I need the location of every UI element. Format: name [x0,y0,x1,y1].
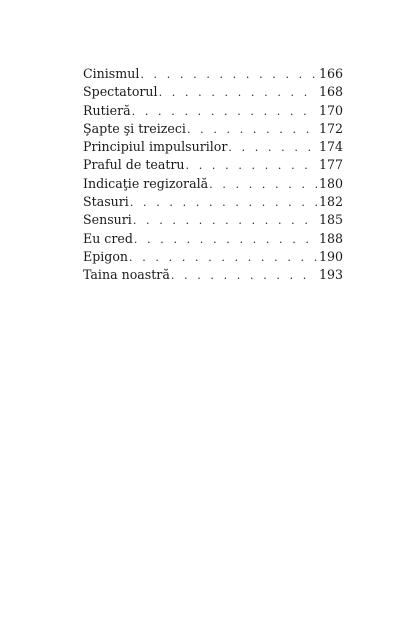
toc-dot-leader [209,178,317,191]
toc-entry-page: 168 [318,84,343,100]
toc-dot-leader [228,141,317,154]
toc-entry-title: Stasuri [83,194,129,210]
toc-entry [83,139,343,157]
toc-entry-page: 174 [318,139,343,155]
toc-entry-title: Cinismul [83,66,140,81]
toc-entry-page: 188 [318,230,343,246]
table-of-contents [83,66,343,286]
toc-entry-title: Indicaţie regizorală [83,175,209,191]
toc-entry-page: 193 [318,267,343,283]
toc-entry-page: 170 [318,102,343,118]
toc-dot-leader [140,68,317,81]
toc-entry-title: Şapte şi treizeci [83,120,186,136]
toc-entry-title: Principiul impulsurilor [83,139,228,155]
toc-dot-leader [171,269,317,282]
toc-entry [83,121,343,139]
toc-dot-leader [133,214,317,227]
toc-entry-title: Rutieră [83,102,131,118]
toc-entry-page: 190 [318,248,343,264]
toc-entry [83,103,343,121]
toc-entry-page: 182 [318,194,343,210]
toc-dot-leader [186,159,317,172]
toc-entry [83,194,343,212]
toc-entry [83,84,343,102]
toc-entry [83,267,343,285]
toc-entry-page: 177 [318,157,343,173]
toc-entry-title: Epigon [83,248,129,264]
toc-dot-leader [129,251,317,264]
toc-entry-page: 166 [318,66,343,81]
toc-entry [83,66,343,84]
toc-dot-leader [132,105,317,118]
toc-entry-page: 180 [318,175,343,191]
toc-entry-page: 185 [318,212,343,228]
toc-dot-leader [130,196,317,209]
toc-entry-title: Taina noastră [83,267,170,283]
toc-entry [83,176,343,194]
toc-entry-page: 172 [318,120,343,136]
toc-entry-title: Sensuri [83,212,132,228]
toc-entry-title: Praful de teatru [83,157,185,173]
toc-entry-title: Spectatorul [83,84,158,100]
toc-entry [83,249,343,267]
toc-entry-title: Eu cred [83,230,133,246]
toc-entry [83,157,343,175]
toc-dot-leader [134,233,317,246]
toc-entry [83,212,343,230]
toc-dot-leader [187,123,317,136]
toc-entry [83,231,343,249]
toc-dot-leader [159,86,317,99]
